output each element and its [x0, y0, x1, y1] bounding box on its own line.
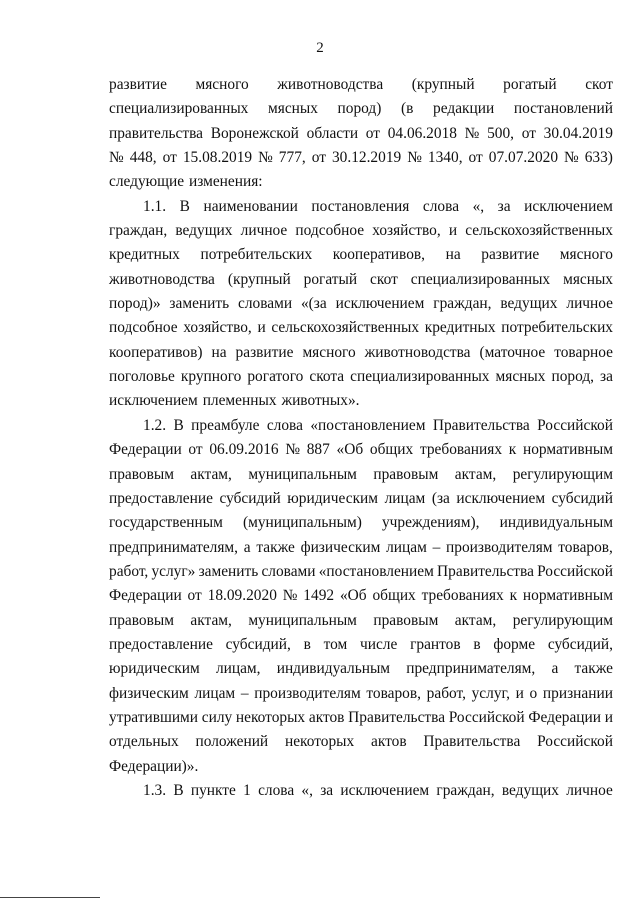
text-line: юридическим лицам, индивидуальным предпринимателям, а также [109, 660, 613, 678]
text-line: правовым актам, муниципальным правовым актам, регулирующим [109, 465, 613, 483]
text-line: отдельных положений некоторых актов Правительства Российской [109, 733, 613, 751]
text-line: государственным (муниципальным) учреждениям), индивидуальным [109, 514, 613, 532]
text-line: работ, услуг» заменить словами «постановлением Правительства Российской [109, 562, 613, 580]
text-line: Федерации)». [109, 757, 199, 775]
text-line: Федерации от 06.09.2016 № 887 «Об общих требованиях к нормативным [109, 441, 613, 459]
text-line: Федерации от 18.09.2020 № 1492 «Об общих требованиях к нормативным [109, 587, 613, 605]
text-line: подсобное хозяйство, и сельскохозяйственных кредитных потребительских [109, 319, 613, 337]
page-number: 2 [316, 40, 324, 56]
text-line: 1.3. В пункте 1 слова «, за исключением граждан, ведущих личное [143, 781, 613, 799]
text-line: № 448, от 15.08.2019 № 777, от 30.12.2019 № 1340, от 07.07.2020 № 633) [109, 149, 613, 167]
text-line: 1.1. В наименовании постановления слова «, за исключением [143, 197, 613, 215]
text-line: следующие изменения: [109, 173, 263, 191]
text-line: пород)» заменить словами «(за исключением граждан, ведущих личное [109, 295, 613, 313]
text-line: исключением племенных животных». [109, 392, 360, 410]
document-body [109, 73, 613, 803]
text-line: граждан, ведущих личное подсобное хозяйство, и сельскохозяйственных [109, 222, 613, 240]
text-line: животноводства (крупный рогатый скот специализированных мясных [109, 270, 613, 288]
text-line: предпринимателям, а также физическим лицам – производителям товаров, [109, 538, 613, 556]
text-line: кредитных потребительских кооперативов, на развитие мясного [109, 246, 613, 264]
text-line: 1.2. В преамбуле слова «постановлением Правительства Российской [143, 416, 613, 434]
text-line: предоставление субсидий, в том числе грантов в форме субсидий, [109, 635, 613, 653]
text-line: специализированных мясных пород) (в редакции постановлений [109, 100, 613, 118]
footer-divider [0, 897, 100, 898]
text-line: утратившими силу некоторых актов Правительства Российской Федерации и [109, 708, 613, 726]
text-line: кооперативов) на развитие мясного животноводства (маточное товарное [109, 343, 613, 361]
text-line: физическим лицам – производителям товаров, работ, услуг, и о признании [109, 684, 613, 702]
text-line: правовым актам, муниципальным правовым актам, регулирующим [109, 611, 613, 629]
text-line: правительства Воронежской области от 04.06.2018 № 500, от 30.04.2019 [109, 124, 613, 142]
text-line: предоставление субсидий юридическим лицам (за исключением субсидий [109, 489, 613, 507]
text-line: развитие мясного животноводства (крупный рогатый скот [109, 76, 613, 93]
text-line: поголовье крупного рогатого скота специализированных мясных пород, за [109, 368, 613, 386]
